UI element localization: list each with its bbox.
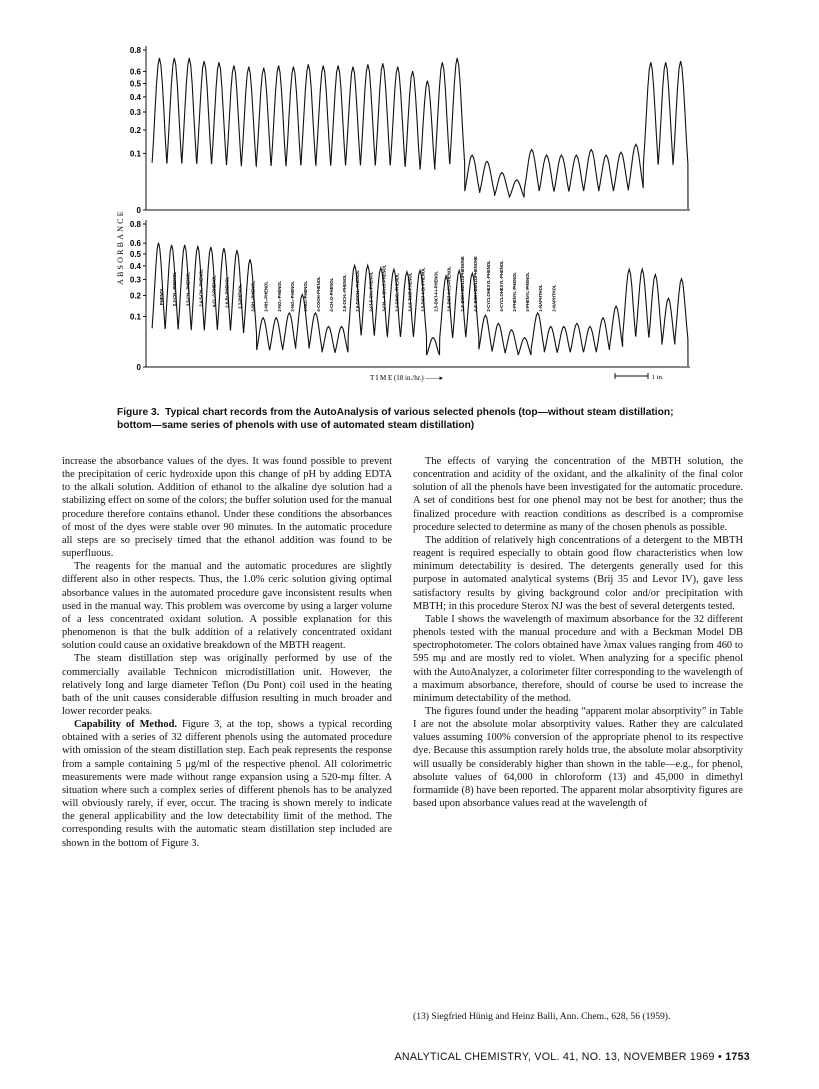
- y-tick-label: 0.6: [129, 239, 141, 249]
- figure-3-chart: [100, 35, 700, 400]
- y-tick-label: 0.2: [129, 126, 141, 135]
- figure-label: Figure 3.: [117, 407, 160, 418]
- peak-label: 4-NO₂-PHENOL: [302, 280, 308, 312]
- paragraph-text: Figure 3, at the top, shows a typical recording obtained with a series of 32 different phenols using the automated procedure with omission of the steam distillation step. Each peak represents the response from a sample containing 5 μg/ml of the respective phenol. All colorimetric measurements were made without range expansion using a 520-mμ filter. A situation where such a complex series of different phenols has to be analyzed will obviously rarely, if ever, occur. The tracing is shown merely to indicate the general applicability and the low detectability limit of the method. The corresponding results with the automatic steam distillation step included are shown in the bottom of Figure 3.: [62, 719, 392, 849]
- peak-label: 3-CH₃-4-CH₃O-PHENOL: [381, 264, 387, 312]
- y-axis-label: ABSORBANCE: [116, 209, 125, 285]
- peak-label: 2,4,5-CH₃-PHENOL: [198, 269, 204, 307]
- paragraph: Table I shows the wavelength of maximum absorbance for the 32 different phenols tested with the manual procedure and with a Beckman Model DB spectrophotometer. The colors obtained have λmax values ranging from 460 to 595 mμ and are mostly red to violet. When analyzing for a specific phenol with the AutoAnalyzer, a colorimeter filter corresponding to the wavelength of a maximum absorbance, therefore, should of course be used to increase the minimum detectability of the method.: [413, 613, 743, 704]
- peak-label: 2,4'-DiOH-BENZOPHENONE: [459, 256, 465, 312]
- trace-line: [152, 58, 688, 209]
- paragraph: The figures found under the heading “apparent molar absorptivity” in Table I are not the absolute molar absorptivity values. Rather they are calculated values assuming 100% conversion of the appropriate phenol to its respective dye. Because this assumption rarely holds true, the absolute molar absorptivity will usually be considerably higher than shown in the table—e.g., for phenol, absolute values of 64,000 in chloroform (13) and 45,000 in dimethyl formamide (8) have been reported. The apparent molar absorptivity figures are based upon absorbance values read at the wavelength of: [413, 705, 743, 810]
- peak-label: 2-PHENYL-PHENOL: [512, 272, 518, 312]
- peak-label: 4-CL-3-PHENOL: [211, 275, 217, 308]
- paragraph: The reagents for the manual and the automatic procedures are slightly different also in other respects. Thus, the 1.0% ceric solution giving optimal absorbance values in the automated procedure gave inconsistent results when used in the manual way. This problem was overcome by using a larger volume of a less concentrated oxidant solution. A possible explanation for this phenomenon is that the bulk addition of a relatively concentrated oxidant solution could cause an oxidative breakdown of the MBTH reagent.: [62, 561, 392, 652]
- section-runin-heading: Capability of Method.: [74, 719, 177, 731]
- peak-label: 2,4,5-TriCl-PHENOL: [407, 272, 413, 312]
- peak-label: 2-NO₂-PHENOL: [276, 280, 282, 312]
- y-tick-label: 0.5: [129, 249, 141, 259]
- journal-citation: ANALYTICAL CHEMISTRY, VOL. 41, NO. 13, NOVEMBER 1969: [394, 1051, 715, 1063]
- peak-label: 2,3-CH₃-PHENOL: [172, 272, 178, 307]
- y-tick-label: 0.1: [129, 149, 141, 159]
- paragraph: The effects of varying the concentration of the MBTH solution, the concentration and acidity of the oxidant, and the alkalinity of the final color solution of all the phenols have been investigated for the automatic procedure. A set of conditions best for one phenol may not be best for another; thus the finalized procedure with reaction conditions as described is a compromise procedure selected to determine as many of the chosen phenols as possible.: [413, 456, 743, 533]
- paragraph: [62, 718, 392, 850]
- peak-label: 3-NH₂-PHENOL: [250, 281, 256, 312]
- peak-label: 2,3-PHENOL: [237, 284, 243, 309]
- peak-label: 4-PHENYL-PHENOL: [525, 272, 531, 312]
- peak-label: 2,6-Br-PHENOL: [224, 276, 230, 308]
- y-tick-label: 0.4: [129, 92, 141, 102]
- peak-label: 4-CH₃O-PHENOL: [329, 277, 335, 312]
- y-tick-label: 0.4: [129, 261, 141, 271]
- footnote: (13) Siegfried Hünig and Heinz Balli, Ann. Chem., 628, 56 (1959).: [413, 1011, 671, 1022]
- right-column: [413, 455, 743, 810]
- peak-label: 2,5-DiCl-4-Br-PHENOL: [420, 267, 426, 312]
- scale-bar-label: 1 in.: [652, 374, 664, 381]
- peak-label: 4,4'-DiOH-BENZOPHENONE: [472, 256, 478, 312]
- y-tick-label: 0.1: [129, 312, 141, 322]
- peak-label: 2,6-DIOCH₃-PHENOL: [355, 270, 361, 312]
- y-tick-label: 0.8: [129, 46, 141, 55]
- paragraph: increase the absorbance values of the dyes. It was found possible to prevent the precipitation of ceric hydroxide upon this change of pH by adding EDTA to the alkali solution. Addition of ethanol to the alkaline dye solution had a stabilizing effect on some of the colors; the buffer solution used for the manual procedure therefore contains ethanol. Under these conditions the absorbances of most of the dyes were stable over 90 minutes. In the automatic procedure all steps are so precisely timed that the ethanol addition was found to be superfluous.: [62, 456, 392, 560]
- y-tick-label: 0.5: [129, 79, 141, 89]
- y-tick-label: 0.6: [129, 67, 141, 77]
- peak-label: 2,6-DiCl-4-CS-PHENOL: [446, 266, 452, 312]
- y-tick-label: 0.8: [129, 220, 141, 229]
- peak-label: 1-NAPHTHOL: [538, 284, 544, 312]
- figure-caption-text: Typical chart records from the AutoAnalysis of various selected phenols (top—without steam distillation; bottom—same series of phenols with use of automated steam distillation): [117, 407, 674, 432]
- peak-label: 2-NAPHTHOL: [551, 284, 557, 312]
- peak-label: 4-COOH-PHENOL: [316, 276, 321, 312]
- peak-label: 3,5-CH₃-PHENOL: [185, 272, 191, 307]
- top-panel: [130, 46, 690, 215]
- peak-label: 2-CYCLOHEXYL-PHENOL: [485, 260, 491, 312]
- paragraph: The addition of relatively high concentrations of a detergent to the MBTH reagent is required especially to obtain good flow characteristics when low minimum detectability is desired. The detergents generally used for this purpose in automated analytical systems (Brij 35 and Levor IV), gave less satisfactory results by giving background color and/or precipitation with MBTH; in this procedure Sterox NJ was the best of several detergents tested.: [413, 534, 743, 612]
- peak-label: PHENOL: [159, 287, 165, 306]
- x-axis-label: T I M E (18 in./hr.) ——▸: [370, 374, 443, 382]
- peak-label: 2,5-DiCl-4-I-PHENOL: [433, 270, 439, 312]
- page-footer: [360, 1051, 750, 1063]
- y-tick-label: 0.3: [129, 108, 141, 118]
- figure-3: [100, 35, 700, 400]
- peak-label: 2,4-DINO₂-PHENOL: [394, 273, 400, 312]
- bottom-panel: [130, 220, 690, 382]
- figure-caption: [117, 406, 707, 432]
- y-tick-label: 0: [136, 206, 141, 215]
- y-tick-label: 0: [136, 363, 141, 372]
- peak-label: 2,6-OCH₃-PHENOL: [342, 274, 348, 312]
- left-column: [62, 455, 392, 850]
- peak-label: 3-NO₂-PHENOL: [289, 280, 295, 312]
- y-tick-label: 0.2: [129, 291, 141, 301]
- page-number: 1753: [725, 1051, 750, 1063]
- peak-label: 4-CYCLOHEXYL-PHENOL: [499, 260, 504, 312]
- peak-label: 2-NH₂-PHENOL: [263, 281, 269, 312]
- paragraph: The steam distillation step was originally performed by use of the commercially available Technicon microdistillation unit. However, the relatively long and large diameter Teflon (Du Pont) coil used in the heating bath of the unit causes considerable diffusion resulting in much broader and lower recorder peaks.: [62, 653, 392, 717]
- peak-label: 2-Cl-5-CH₃-PHENOL: [368, 271, 374, 312]
- bullet: •: [717, 1051, 722, 1063]
- y-tick-label: 0.3: [129, 275, 141, 285]
